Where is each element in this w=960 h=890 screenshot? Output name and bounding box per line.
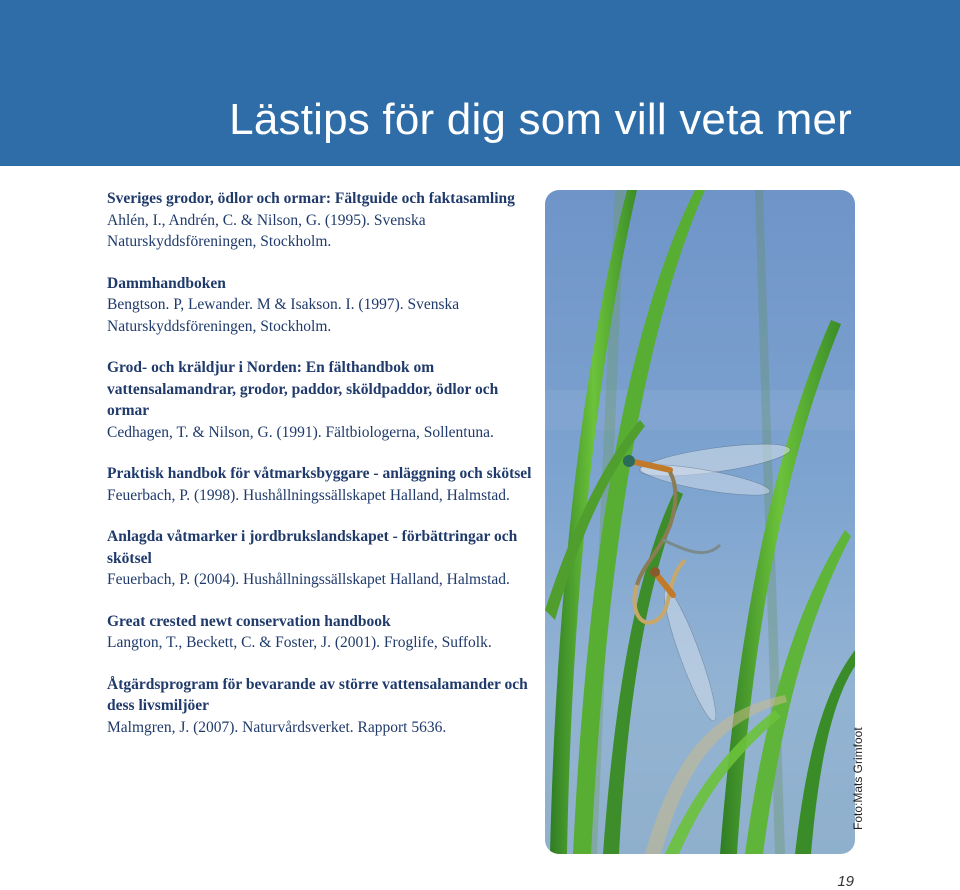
reading-list-entry bbox=[107, 357, 532, 443]
entry-title: Åtgärdsprogram för bevarande av större vattensalamander och dess livsmiljöer bbox=[107, 675, 528, 714]
damselfly-illustration bbox=[545, 190, 855, 854]
page-number: 19 bbox=[837, 873, 854, 890]
reading-list-entry bbox=[107, 611, 532, 654]
entry-reference: Langton, T., Beckett, C. & Foster, J. (2001). Froglife, Suffolk. bbox=[107, 634, 492, 651]
reading-list-entry bbox=[107, 526, 532, 591]
entry-reference: Ahlén, I., Andrén, C. & Nilson, G. (1995). Svenska Naturskyddsföreningen, Stockholm. bbox=[107, 211, 426, 250]
page-title: Lästips för dig som vill veta mer bbox=[229, 95, 852, 144]
entry-reference: Feuerbach, P. (2004). Hushållningssällskapet Halland, Halmstad. bbox=[107, 571, 510, 588]
entry-reference: Cedhagen, T. & Nilson, G. (1991). Fältbiologerna, Sollentuna. bbox=[107, 423, 494, 441]
photo-credit: Foto:Mats Grimfoot bbox=[851, 727, 865, 830]
entry-title: Sveriges grodor, ödlor och ormar: Fältguide och faktasamling bbox=[107, 190, 515, 207]
page-header bbox=[0, 0, 960, 166]
entry-reference: Bengtson. P, Lewander. M & Isakson. I. (1997). Svenska Naturskyddsföreningen, Stockholm. bbox=[107, 296, 460, 335]
entry-title: Praktisk handbok för våtmarksbyggare - anläggning och skötsel bbox=[107, 465, 532, 482]
reading-list bbox=[107, 188, 532, 758]
entry-title: Anlagda våtmarker i jordbrukslandskapet - förbättringar och skötsel bbox=[107, 528, 518, 567]
reading-list-entry bbox=[107, 463, 532, 506]
entry-reference: Feuerbach, P. (1998). Hushållningssällskapet Halland, Halmstad. bbox=[107, 486, 510, 504]
reading-list-entry bbox=[107, 674, 532, 739]
entry-reference: Malmgren, J. (2007). Naturvårdsverket. Rapport 5636. bbox=[107, 718, 447, 736]
entry-title: Dammhandboken bbox=[107, 274, 226, 292]
entry-title: Great crested newt conservation handbook bbox=[107, 612, 391, 630]
reading-list-entry bbox=[107, 188, 532, 253]
damselfly-photo bbox=[545, 190, 855, 854]
reading-list-entry bbox=[107, 273, 532, 338]
entry-title: Grod- och kräldjur i Norden: En fälthandbok om vattensalamandrar, grodor, paddor, sköldpaddor, ödlor och ormar bbox=[107, 359, 499, 419]
